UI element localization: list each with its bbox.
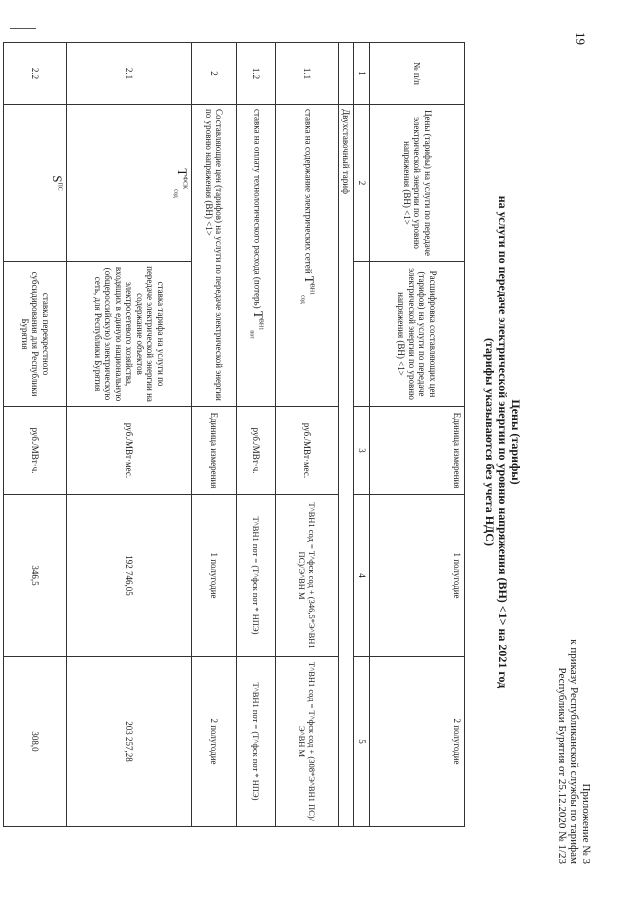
header-h1: 1 полугодие <box>370 495 465 657</box>
row-2-1-decoding: ставка тарифа на услуги по передаче электрической энергии на содержание объектов электросетевого хозяйства, входящих в единую национальную (общероссийскую) электрическую сеть, для Республики Бурятия <box>67 262 192 407</box>
row-2-2-num: 2.2 <box>4 43 67 105</box>
table-row <box>192 43 237 827</box>
row-1-1-name-cell <box>276 105 339 407</box>
section-label: Двухставочный тариф <box>339 105 355 827</box>
row-2-1-num: 2.1 <box>67 43 192 105</box>
row-1-1-h1-formula: Т^ВН1 сод = Т^фск сод + (346,5*Э^ВН1 ПС)/Э^ВН М <box>276 495 339 657</box>
header-decoding: Расшифровка составляющих цен (тарифов) на услуги по передаче электрической энергии по уровню напряжения (ВН) <1> <box>370 262 465 407</box>
row-2-unit: Единица измерения <box>192 407 237 495</box>
tariff-table <box>3 42 465 827</box>
row-1-1-symbol: $Т^{ВН1}_{сод}$ <box>299 275 318 304</box>
page-number: 19 <box>573 32 588 45</box>
header-unit: Единица измерения <box>370 407 465 495</box>
row-1-1-h2-formula: Т^ВН1 сод = Т^фск сод + (308*Э^ВН1 ПС)/Э^ВН М <box>276 657 339 827</box>
rotated-page-content <box>20 2 600 882</box>
title-line-3: (тарифы указываются без учета НДС) <box>483 338 497 546</box>
table-header-row <box>370 43 465 827</box>
row-2-h2: 2 полугодие <box>192 657 237 827</box>
row-1-2-h1-formula: Т^ВН1 пот = (Т^фск пот * НПЭ) <box>237 495 276 657</box>
row-1-2-unit: руб./МВт·ч. <box>237 407 276 495</box>
row-2-2-h1: 346,5 <box>4 495 67 657</box>
header-name: Цены (тарифы) на услуги по передаче электрической энергии по уровню напряжения (ВН) <1> <box>370 105 465 262</box>
row-1-1-name: ставка на содержание электрических сетей <box>303 109 314 274</box>
row-2-2-h2: 308,0 <box>4 657 67 827</box>
row-2-1-h1: 192 746,05 <box>67 495 192 657</box>
row-1-2-h2-formula: Т^ВН1 пот = (Т^фск пот * НПЭ) <box>237 657 276 827</box>
title-line-2: на услуги по передаче электрической энергии по уровню напряжения (ВН) <1> на 2021 год <box>496 195 510 689</box>
row-1-2-num: 1.2 <box>237 43 276 105</box>
section-row <box>339 43 355 827</box>
row-2-num: 2 <box>192 43 237 105</box>
row-2-2-unit: руб./МВт·ч. <box>4 407 67 495</box>
appendix-line-2: к приказу Республиканской службы по тарифам <box>568 639 580 864</box>
row-2-h1: 1 полугодие <box>192 495 237 657</box>
col-number-blank <box>354 262 370 407</box>
row-1-1-num: 1.1 <box>276 43 339 105</box>
row-2-1-h2: 203 257,28 <box>67 657 192 827</box>
row-1-2-symbol: $Т^{ВН1}_{пот}$ <box>248 310 267 339</box>
appendix-line-1: Приложение № 3 <box>580 783 592 864</box>
row-2-1-unit: руб./МВт·мес. <box>67 407 192 495</box>
col-number-4: 4 <box>354 495 370 657</box>
header-num: № п/п <box>370 43 465 105</box>
row-1-2-name-cell <box>237 105 276 407</box>
row-2-2-decoding: ставка перекрестного субсидирования для Республики Бурятия <box>4 262 67 407</box>
table-row <box>276 43 339 827</box>
table-row <box>4 43 67 827</box>
row-2-name: Составляющие цен (тарифов) на услуги по передаче электрической энергии по уровню напряжения (ВН) <1> <box>192 105 237 407</box>
row-2-1-symbol: $Т^{ФСК}_{сод}$ <box>67 105 192 262</box>
col-number-1: 1 <box>354 43 370 105</box>
row-1-1-unit: руб./МВт·мес. <box>276 407 339 495</box>
header-h2: 2 полугодие <box>370 657 465 827</box>
col-number-5: 5 <box>354 657 370 827</box>
document-title <box>483 42 522 842</box>
col-number-2: 2 <box>354 105 370 262</box>
row-1-2-name: ставка на оплату технологического расхода (потерь) <box>252 109 263 309</box>
column-number-row <box>354 43 370 827</box>
appendix-line-3: Республики Бурятия от 25.12.2020 № 1/23 <box>556 667 568 864</box>
appendix-block <box>556 639 592 864</box>
col-number-3: 3 <box>354 407 370 495</box>
row-2-2-symbol: $S^{ПС}$ <box>4 105 67 262</box>
table-row <box>67 43 192 827</box>
title-line-1: Цены (тарифы) <box>509 399 523 485</box>
section-blank-cell <box>339 43 355 105</box>
table-row <box>237 43 276 827</box>
